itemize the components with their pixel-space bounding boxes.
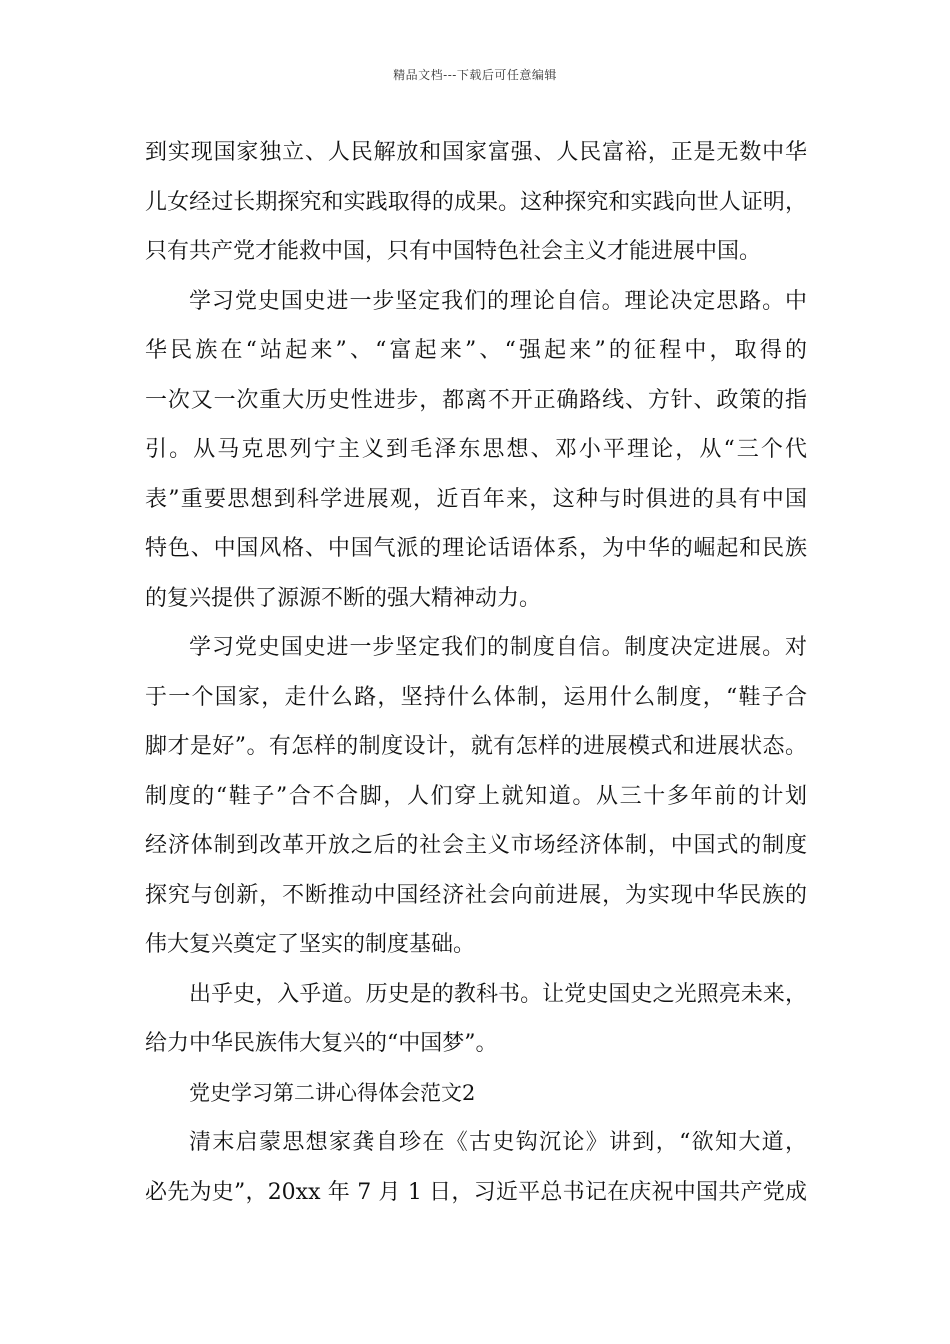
paragraph — [145, 970, 807, 1069]
paragraph — [145, 277, 807, 624]
text-line: 伟大复兴奠定了坚实的制度基础。 — [145, 932, 476, 957]
text-line: 表”重要思想到科学进展观，近百年来，这种与时俱进的具有中国 — [145, 486, 807, 512]
text-line: 制度的“鞋子”合不合脚，人们穿上就知道。从三十多年前的计划 — [145, 783, 807, 809]
section-title-text: 党史学习第二讲心得体会范文2 — [189, 1080, 476, 1105]
text-line: 探究与创新，不断推动中国经济社会向前进展，为实现中华民族的 — [145, 882, 807, 908]
text-line: 经济体制到改革开放之后的社会主义市场经济体制，中国式的制度 — [145, 833, 807, 858]
text-line: 华民族在“站起来”、“富起来”、“强起来”的征程中，取得的 — [145, 338, 807, 363]
page-header-watermark: 精品文档---下载后可任意编辑 — [393, 68, 557, 82]
text-line: 学习党史国史进一步坚定我们的理论自信。理论决定思路。中 — [189, 288, 807, 314]
text-line: 儿女经过长期探究和实践取得的成果。这种探究和实践向世人证明， — [145, 189, 807, 215]
paragraph — [145, 128, 807, 277]
paragraph — [145, 623, 807, 970]
text-line: 给力中华民族伟大复兴的“中国梦”。 — [145, 1031, 498, 1056]
text-line: 出乎史，入乎道。历史是的教科书。让党史国史之光照亮未来， — [189, 981, 807, 1007]
text-line: 清末启蒙思想家龚自珍在《古史钩沉论》讲到，“欲知大道， — [189, 1130, 807, 1155]
text-line: 学习党史国史进一步坚定我们的制度自信。制度决定进展。对 — [189, 635, 807, 660]
text-line: 到实现国家独立、人民解放和国家富强、人民富裕，正是无数中华 — [145, 140, 807, 165]
text-line: 一次又一次重大历史性进步，都离不开正确路线、方针、政策的指 — [145, 387, 807, 413]
text-line: 于一个国家，走什么路，坚持什么体制，运用什么制度，“鞋子合 — [145, 684, 807, 710]
section-title — [145, 1069, 807, 1119]
text-line: 只有共产党才能救中国，只有中国特色社会主义才能进展中国。 — [145, 239, 762, 264]
text-line: 脚才是好”。有怎样的制度设计，就有怎样的进展模式和进展状态。 — [145, 734, 807, 759]
document-body — [145, 128, 807, 1217]
text-line: 的复兴提供了源源不断的强大精神动力。 — [145, 585, 542, 611]
text-line: 必先为史”，20xx 年 7 月 1 日，习近平总书记在庆祝中国共产党成 — [145, 1179, 807, 1205]
text-line: 特色、中国风格、中国气派的理论话语体系，为中华的崛起和民族 — [145, 536, 807, 561]
text-line: 引。从马克思列宁主义到毛泽东思想、邓小平理论，从“三个代 — [145, 437, 807, 462]
paragraph — [145, 1118, 807, 1217]
